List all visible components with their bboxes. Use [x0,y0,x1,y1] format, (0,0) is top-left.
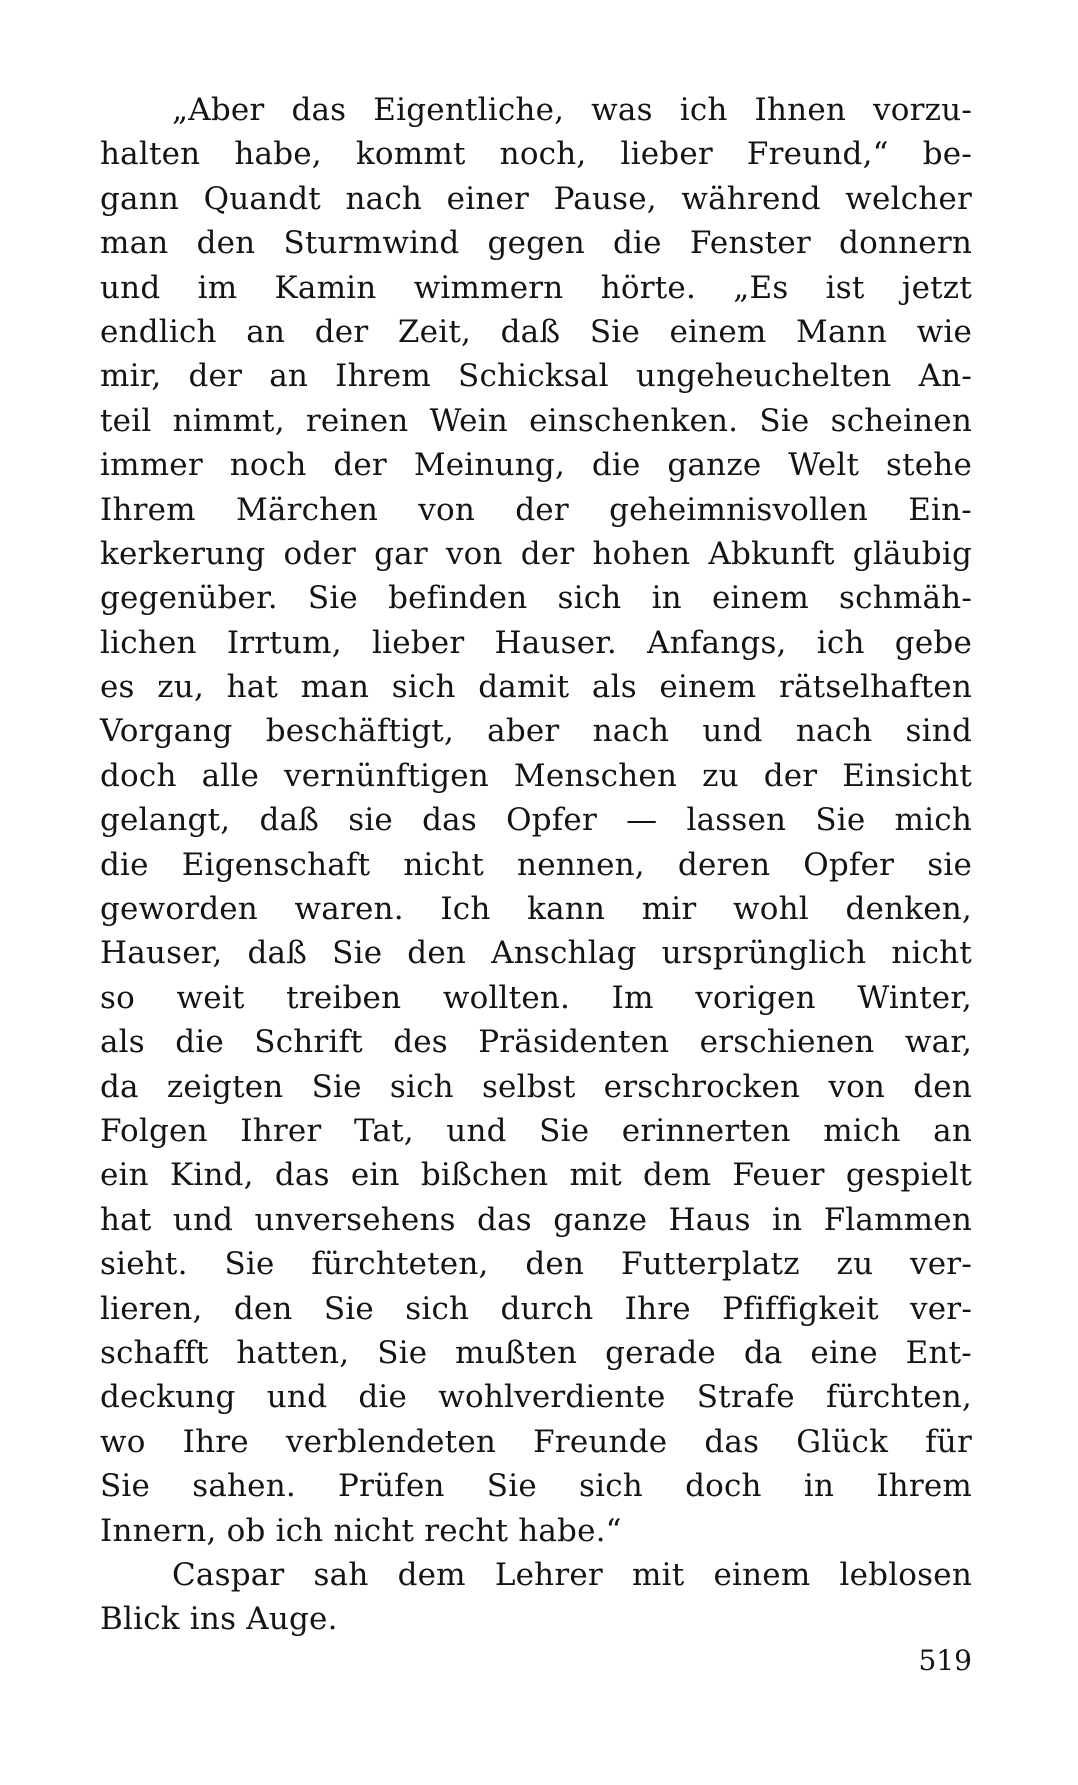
text-line: „Aber das Eigentliche, was ich Ihnen vorzu- [172,92,972,128]
page-number: 519 [918,1644,972,1677]
text-line: lichen Irrtum, lieber Hauser. Anfangs, ich gebe [100,624,972,661]
text-line: Caspar sah dem Lehrer mit einem leblosen [172,1556,972,1593]
text-line: Blick ins Auge. [100,1601,338,1638]
text-line: es zu, hat man sich damit als einem rätselhaften [100,669,972,706]
text-line: so weit treiben wollten. Im vorigen Winter, [100,979,972,1016]
text-line: man den Sturmwind gegen die Fenster donnern [100,225,972,262]
text-line: teil nimmt, reinen Wein einschenken. Sie scheinen [100,402,972,439]
text-line: kerkerung oder gar von der hohen Abkunft gläubig [100,535,972,572]
text-line: ein Kind, das ein bißchen mit dem Feuer gespielt [100,1157,972,1194]
text-line: hat und unversehens das ganze Haus in Flammen [100,1201,972,1238]
text-line: Innern, ob ich nicht recht habe.“ [100,1512,622,1549]
text-line: Vorgang beschäftigt, aber nach und nach sind [100,713,972,750]
text-line: halten habe, kommt noch, lieber Freund,“ be- [100,136,972,173]
text-line: sieht. Sie fürchteten, den Futterplatz zu ver- [100,1246,972,1283]
text-line: geworden waren. Ich kann mir wohl denken, [100,891,972,928]
text-line: als die Schrift des Präsidenten erschienen war, [100,1024,972,1061]
text-line: lieren, den Sie sich durch Ihre Pfiffigkeit ver- [100,1290,972,1327]
text-line: Hauser, daß Sie den Anschlag ursprünglich nicht [100,935,972,972]
text-line: mir, der an Ihrem Schicksal ungeheuchelten An- [100,358,972,395]
text-line: deckung und die wohlverdiente Strafe fürchten, [100,1379,972,1416]
text-line: gegenüber. Sie befinden sich in einem schmäh- [100,580,972,617]
text-line: doch alle vernünftigen Menschen zu der Einsicht [100,757,972,794]
text-line: die Eigenschaft nicht nennen, deren Opfer sie [100,846,972,883]
text-line: Sie sahen. Prüfen Sie sich doch in Ihrem [100,1468,972,1505]
body-text [100,88,972,1642]
text-line: gann Quandt nach einer Pause, während welcher [100,180,972,217]
text-line: wo Ihre verblendeten Freunde das Glück für [100,1423,972,1460]
text-line: endlich an der Zeit, daß Sie einem Mann wie [100,313,972,350]
text-line: und im Kamin wimmern hörte. „Es ist jetzt [100,269,972,306]
text-line: schafft hatten, Sie mußten gerade da eine Ent- [100,1334,972,1371]
text-line: Folgen Ihrer Tat, und Sie erinnerten mich an [100,1112,972,1149]
text-line: Ihrem Märchen von der geheimnisvollen Ein- [100,491,972,528]
text-line: immer noch der Meinung, die ganze Welt stehe [100,447,972,484]
text-line: gelangt, daß sie das Opfer — lassen Sie mich [100,802,972,839]
text-line: da zeigten Sie sich selbst erschrocken von den [100,1068,972,1105]
